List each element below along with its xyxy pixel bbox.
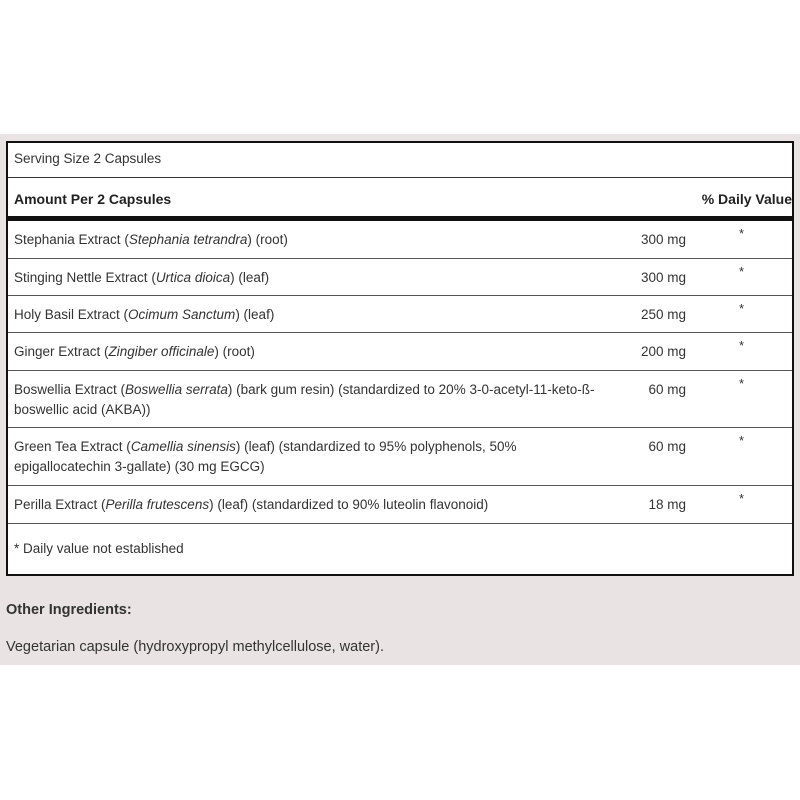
ingredient-row xyxy=(8,259,792,296)
ingredient-amount: 300 mg xyxy=(640,232,686,247)
ingredient-row xyxy=(8,221,792,259)
ingredient-name: Perilla Extract (Perilla frutescens) (leaf) (standardized to 90% luteolin flavonoid) xyxy=(14,497,489,512)
ingredient-daily-value: * xyxy=(739,491,745,506)
ingredient-row xyxy=(8,486,792,524)
other-ingredients-title: Other Ingredients: xyxy=(6,602,132,618)
other-ingredients-text: Vegetarian capsule (hydroxypropyl methylcellulose, water). xyxy=(6,639,384,655)
ingredient-row xyxy=(8,428,792,486)
ingredient-amount: 60 mg xyxy=(648,439,686,454)
ingredient-row xyxy=(8,371,792,428)
ingredient-name: Boswellia Extract (Boswellia serrata) (bark gum resin) (standardized to 20% 3-0-acetyl-11-keto-ß-boswellic acid (AKBA)) xyxy=(14,382,595,417)
ingredient-amount: 300 mg xyxy=(640,270,686,285)
ingredient-name: Stinging Nettle Extract (Urtica dioica) (leaf) xyxy=(14,270,270,285)
supplement-facts-panel xyxy=(6,141,794,576)
ingredient-amount: 250 mg xyxy=(640,307,686,322)
ingredient-amount: 18 mg xyxy=(648,497,686,512)
serving-size: Serving Size 2 Capsules xyxy=(14,151,162,166)
daily-value-header: % Daily Value xyxy=(701,191,792,207)
daily-value-footnote: * Daily value not established xyxy=(14,541,184,556)
ingredient-row xyxy=(8,296,792,333)
ingredient-name: Ginger Extract (Zingiber officinale) (root) xyxy=(14,344,255,359)
ingredient-name: Holy Basil Extract (Ocimum Sanctum) (leaf) xyxy=(14,307,275,322)
ingredient-name: Green Tea Extract (Camellia sinensis) (leaf) (standardized to 95% polyphenols, 50% epigallocatechin 3-gallate) (30 mg EGCG) xyxy=(14,439,517,474)
ingredient-daily-value: * xyxy=(739,301,745,316)
ingredient-daily-value: * xyxy=(739,338,745,353)
ingredient-name: Stephania Extract (Stephania tetrandra) (root) xyxy=(14,232,288,247)
ingredient-list xyxy=(8,221,792,524)
ingredient-daily-value: * xyxy=(739,376,745,391)
amount-per-serving-header: Amount Per 2 Capsules xyxy=(14,191,172,207)
ingredient-daily-value: * xyxy=(739,433,745,448)
ingredient-daily-value: * xyxy=(739,264,745,279)
ingredient-row xyxy=(8,333,792,371)
header-divider xyxy=(8,177,792,178)
ingredient-amount: 60 mg xyxy=(648,382,686,397)
ingredient-amount: 200 mg xyxy=(640,344,686,359)
ingredient-daily-value: * xyxy=(739,226,745,241)
